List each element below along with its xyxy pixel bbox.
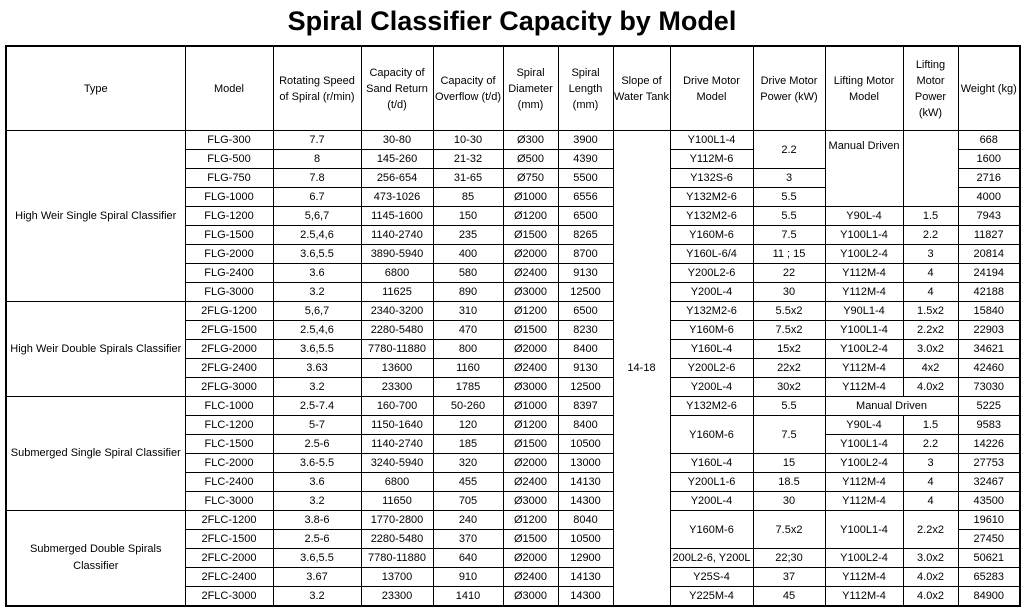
header-overflow: Capacity of Overflow (t/d) [433,46,503,131]
cell-weight: 32467 [958,473,1020,492]
cell-length: 14130 [558,473,613,492]
cell-overflow: 21-32 [433,150,503,169]
cell-sand: 2280-5480 [361,530,433,549]
cell-lift-power: 2.2 [903,226,958,245]
cell-model: FLC-1200 [185,416,273,435]
cell-overflow: 50-260 [433,397,503,416]
cell-model: 2FLC-1200 [185,511,273,530]
cell-length: 8700 [558,245,613,264]
cell-lift-power: 4 [903,283,958,302]
cell-weight: 27450 [958,530,1020,549]
cell-lift-model: Y112M-4 [825,283,903,302]
cell-model: FLC-1500 [185,435,273,454]
cell-speed: 8 [273,150,361,169]
cell-overflow: 1160 [433,359,503,378]
cell-length: 8040 [558,511,613,530]
cell-lift-power: 2.2x2 [903,511,958,549]
header-model: Model [185,46,273,131]
cell-drive-model: Y132M2-6 [670,302,753,321]
cell-drive-model: Y160L-4 [670,340,753,359]
cell-diameter: Ø1500 [503,321,558,340]
cell-sand: 3240-5940 [361,454,433,473]
cell-length: 4390 [558,150,613,169]
cell-speed: 3.67 [273,568,361,587]
cell-overflow: 705 [433,492,503,511]
cell-sand: 1770-2800 [361,511,433,530]
group-type-cell: Submerged Single Spiral Classifier [6,397,185,511]
cell-speed: 3.2 [273,492,361,511]
cell-overflow: 150 [433,207,503,226]
cell-lift-power: 4.0x2 [903,587,958,607]
cell-drive-power: 37 [753,568,825,587]
cell-length: 10500 [558,530,613,549]
cell-diameter: Ø1200 [503,302,558,321]
header-length: Spiral Length (mm) [558,46,613,131]
cell-speed: 3.2 [273,378,361,397]
cell-model: FLG-2000 [185,245,273,264]
cell-speed: 6.7 [273,188,361,207]
header-diameter: Spiral Diameter (mm) [503,46,558,131]
cell-speed: 2.5-6 [273,435,361,454]
cell-overflow: 240 [433,511,503,530]
cell-sand: 7780-11880 [361,340,433,359]
cell-diameter: Ø3000 [503,587,558,607]
cell-diameter: Ø2400 [503,264,558,283]
cell-speed: 5,6,7 [273,207,361,226]
cell-lift-power: 4 [903,264,958,283]
cell-drive-power: 2.2 [753,131,825,169]
cell-overflow: 1785 [433,378,503,397]
cell-length: 8397 [558,397,613,416]
cell-diameter: Ø1200 [503,511,558,530]
cell-length: 14130 [558,568,613,587]
cell-weight: 1600 [958,150,1020,169]
cell-weight: 43500 [958,492,1020,511]
header-sand: Capacity of Sand Return (t/d) [361,46,433,131]
cell-drive-power: 7.5x2 [753,511,825,549]
cell-weight: 7943 [958,207,1020,226]
cell-weight: 19610 [958,511,1020,530]
cell-sand: 11650 [361,492,433,511]
cell-diameter: Ø3000 [503,378,558,397]
cell-weight: 14226 [958,435,1020,454]
cell-drive-power: 5.5x2 [753,302,825,321]
cell-weight: 73030 [958,378,1020,397]
cell-length: 5500 [558,169,613,188]
cell-sand: 256-654 [361,169,433,188]
cell-lift-power: 4 [903,492,958,511]
cell-weight: 4000 [958,188,1020,207]
cell-model: FLG-1200 [185,207,273,226]
cell-length: 8230 [558,321,613,340]
cell-model: FLG-2400 [185,264,273,283]
cell-diameter: Ø2400 [503,473,558,492]
cell-drive-model: Y200L-4 [670,283,753,302]
cell-speed: 3.6-5.5 [273,454,361,473]
cell-sand: 6800 [361,473,433,492]
cell-sand: 473-1026 [361,188,433,207]
cell-speed: 5-7 [273,416,361,435]
cell-sand: 23300 [361,587,433,607]
cell-length: 12500 [558,283,613,302]
cell-speed: 3.2 [273,283,361,302]
cell-weight: 20814 [958,245,1020,264]
cell-drive-model: Y160M-6 [670,226,753,245]
cell-weight: 11827 [958,226,1020,245]
cell-sand: 11625 [361,283,433,302]
header-drive-power: Drive Motor Power (kW) [753,46,825,131]
cell-lift-power [903,131,958,207]
cell-lift-model: Y112M-4 [825,568,903,587]
cell-model: FLC-2400 [185,473,273,492]
cell-drive-model: Y200L2-6 [670,264,753,283]
cell-model: FLG-500 [185,150,273,169]
cell-length: 8265 [558,226,613,245]
cell-sand: 160-700 [361,397,433,416]
cell-model: 2FLG-2000 [185,340,273,359]
cell-diameter: Ø2400 [503,359,558,378]
cell-speed: 2.5-7.4 [273,397,361,416]
group-type-cell: Submerged Double Spirals Classifier [6,511,185,607]
cell-model: 2FLG-3000 [185,378,273,397]
group-type-cell: High Weir Single Spiral Classifier [6,131,185,302]
cell-lift-power: 1.5x2 [903,302,958,321]
cell-drive-model: Y160L-4 [670,454,753,473]
cell-weight: 84900 [958,587,1020,607]
cell-lift-model: Y112M-4 [825,359,903,378]
cell-weight: 42188 [958,283,1020,302]
cell-drive-model: Y160L-6/4 [670,245,753,264]
cell-drive-power: 22x2 [753,359,825,378]
cell-weight: 9583 [958,416,1020,435]
cell-lift-model: Y112M-4 [825,492,903,511]
cell-lift-model: Y100L1-4 [825,511,903,549]
cell-drive-model: Y132M2-6 [670,188,753,207]
cell-drive-power: 30x2 [753,378,825,397]
cell-drive-power: 45 [753,587,825,607]
cell-weight: 668 [958,131,1020,150]
cell-lift-model: Y100L2-4 [825,340,903,359]
cell-drive-model: Y200L-4 [670,378,753,397]
cell-speed: 3.6,5.5 [273,245,361,264]
cell-lift-model: Y100L1-4 [825,226,903,245]
table-row [6,511,1020,530]
cell-model: FLG-1000 [185,188,273,207]
cell-length: 6500 [558,207,613,226]
cell-length: 3900 [558,131,613,150]
cell-lift-model: Y112M-4 [825,378,903,397]
cell-speed: 3.63 [273,359,361,378]
cell-diameter: Ø1500 [503,226,558,245]
cell-sand: 1150-1640 [361,416,433,435]
cell-drive-model: Y200L2-6 [670,359,753,378]
cell-speed: 2.5-6 [273,530,361,549]
cell-lift-model: Y112M-4 [825,473,903,492]
cell-model: 2FLG-1500 [185,321,273,340]
cell-lift-model: Y90L-4 [825,416,903,435]
cell-overflow: 235 [433,226,503,245]
cell-overflow: 640 [433,549,503,568]
cell-speed: 7.7 [273,131,361,150]
cell-weight: 24194 [958,264,1020,283]
cell-lift-power: 2.2x2 [903,321,958,340]
table-row [6,131,1020,150]
cell-diameter: Ø1200 [503,416,558,435]
cell-diameter: Ø2400 [503,568,558,587]
cell-lift-power: 4.0x2 [903,378,958,397]
cell-drive-model: Y160M-6 [670,416,753,454]
cell-lift-model: Manual Driven [825,397,958,416]
cell-speed: 3.8-6 [273,511,361,530]
header-speed: Rotating Speed of Spiral (r/min) [273,46,361,131]
cell-speed: 3.6 [273,473,361,492]
cell-sand: 6800 [361,264,433,283]
cell-overflow: 400 [433,245,503,264]
table-body [6,131,1020,607]
cell-diameter: Ø1500 [503,530,558,549]
cell-lift-model: Y100L1-4 [825,435,903,454]
cell-overflow: 455 [433,473,503,492]
cell-speed: 7.8 [273,169,361,188]
cell-lift-model: Y112M-4 [825,587,903,607]
cell-drive-power: 5.5 [753,188,825,207]
cell-overflow: 890 [433,283,503,302]
cell-sand: 1145-1600 [361,207,433,226]
cell-model: 2FLC-2400 [185,568,273,587]
cell-drive-model: 200L2-6, Y200L [670,549,753,568]
cell-model: 2FLG-2400 [185,359,273,378]
cell-speed: 3.6,5.5 [273,549,361,568]
cell-model: 2FLC-2000 [185,549,273,568]
cell-sand: 13700 [361,568,433,587]
cell-drive-model: Y160M-6 [670,511,753,549]
cell-length: 13000 [558,454,613,473]
cell-drive-model: Y200L1-6 [670,473,753,492]
cell-model: FLG-3000 [185,283,273,302]
cell-overflow: 320 [433,454,503,473]
cell-lift-power: 1.5 [903,207,958,226]
cell-lift-power: 4.0x2 [903,568,958,587]
header-drive-model: Drive Motor Model [670,46,753,131]
cell-sand: 23300 [361,378,433,397]
cell-speed: 2.5,4,6 [273,321,361,340]
cell-speed: 2.5,4,6 [273,226,361,245]
table-row [6,397,1020,416]
cell-diameter: Ø2000 [503,549,558,568]
cell-weight: 65283 [958,568,1020,587]
cell-drive-model: Y160M-6 [670,321,753,340]
cell-lift-power: 3 [903,245,958,264]
cell-model: 2FLC-3000 [185,587,273,607]
cell-length: 10500 [558,435,613,454]
cell-length: 6556 [558,188,613,207]
header-weight: Weight (kg) [958,46,1020,131]
cell-diameter: Ø1500 [503,435,558,454]
cell-diameter: Ø750 [503,169,558,188]
cell-lift-model: Y100L2-4 [825,245,903,264]
cell-length: 14300 [558,587,613,607]
cell-diameter: Ø3000 [503,283,558,302]
cell-overflow: 185 [433,435,503,454]
cell-speed: 3.6 [273,264,361,283]
cell-lift-power: 3 [903,454,958,473]
cell-speed: 3.2 [273,587,361,607]
cell-drive-power: 18.5 [753,473,825,492]
header-lift-model: Lifting Motor Model [825,46,903,131]
cell-diameter: Ø2000 [503,340,558,359]
cell-drive-power: 22 [753,264,825,283]
cell-overflow: 310 [433,302,503,321]
cell-drive-power: 30 [753,492,825,511]
cell-sand: 30-80 [361,131,433,150]
table-row [6,302,1020,321]
cell-length: 12900 [558,549,613,568]
cell-speed: 3.6,5.5 [273,340,361,359]
cell-weight: 34621 [958,340,1020,359]
cell-diameter: Ø2000 [503,245,558,264]
cell-diameter: Ø1000 [503,397,558,416]
cell-lift-power: 3.0x2 [903,340,958,359]
cell-lift-power: 4 [903,473,958,492]
cell-overflow: 85 [433,188,503,207]
cell-drive-model: Y100L1-4 [670,131,753,150]
cell-model: FLC-3000 [185,492,273,511]
cell-model: 2FLC-1500 [185,530,273,549]
spec-table [5,45,1021,607]
cell-model: FLC-2000 [185,454,273,473]
cell-length: 6500 [558,302,613,321]
cell-drive-model: Y112M-6 [670,150,753,169]
cell-diameter: Ø1200 [503,207,558,226]
cell-length: 12500 [558,378,613,397]
cell-sand: 2280-5480 [361,321,433,340]
cell-drive-model: Y132M2-6 [670,207,753,226]
cell-lift-model: Manual Driven [825,131,903,207]
cell-overflow: 120 [433,416,503,435]
cell-lift-power: 4x2 [903,359,958,378]
cell-length: 8400 [558,416,613,435]
cell-weight: 42460 [958,359,1020,378]
cell-lift-power: 1.5 [903,416,958,435]
cell-sand: 145-260 [361,150,433,169]
cell-model: FLG-750 [185,169,273,188]
cell-model: FLG-300 [185,131,273,150]
cell-drive-power: 7.5 [753,226,825,245]
cell-diameter: Ø500 [503,150,558,169]
cell-weight: 15840 [958,302,1020,321]
cell-drive-power: 30 [753,283,825,302]
cell-weight: 22903 [958,321,1020,340]
cell-model: FLC-1000 [185,397,273,416]
cell-lift-model: Y100L2-4 [825,454,903,473]
cell-overflow: 370 [433,530,503,549]
cell-drive-power: 3 [753,169,825,188]
cell-lift-model: Y90L-4 [825,207,903,226]
group-type-cell: High Weir Double Spirals Classifier [6,302,185,397]
cell-lift-power: 3.0x2 [903,549,958,568]
cell-sand: 3890-5940 [361,245,433,264]
cell-sand: 1140-2740 [361,226,433,245]
cell-drive-power: 15 [753,454,825,473]
header-slope: Slope of Water Tank [613,46,670,131]
cell-drive-model: Y200L-4 [670,492,753,511]
cell-weight: 50621 [958,549,1020,568]
cell-drive-power: 7.5x2 [753,321,825,340]
cell-overflow: 800 [433,340,503,359]
cell-diameter: Ø300 [503,131,558,150]
page-title: Spiral Classifier Capacity by Model [287,6,737,36]
cell-drive-model: Y132M2-6 [670,397,753,416]
cell-drive-power: 5.5 [753,207,825,226]
cell-diameter: Ø2000 [503,454,558,473]
cell-overflow: 580 [433,264,503,283]
cell-drive-power: 11 ; 15 [753,245,825,264]
cell-weight: 5225 [958,397,1020,416]
cell-weight: 2716 [958,169,1020,188]
cell-lift-power: 2.2 [903,435,958,454]
cell-speed: 5,6,7 [273,302,361,321]
cell-lift-model: Y90L1-4 [825,302,903,321]
cell-length: 8400 [558,340,613,359]
cell-overflow: 10-30 [433,131,503,150]
cell-diameter: Ø3000 [503,492,558,511]
cell-drive-power: 7.5 [753,416,825,454]
cell-drive-power: 15x2 [753,340,825,359]
cell-overflow: 910 [433,568,503,587]
cell-lift-model: Y100L2-4 [825,549,903,568]
cell-drive-model: Y25S-4 [670,568,753,587]
cell-length: 9130 [558,359,613,378]
cell-drive-model: Y225M-4 [670,587,753,607]
slope-cell: 14-18 [613,131,670,607]
cell-drive-power: 5.5 [753,397,825,416]
cell-length: 14300 [558,492,613,511]
cell-drive-model: Y132S-6 [670,169,753,188]
cell-sand: 1140-2740 [361,435,433,454]
cell-length: 9130 [558,264,613,283]
cell-drive-power: 22;30 [753,549,825,568]
cell-diameter: Ø1000 [503,188,558,207]
cell-sand: 2340-3200 [361,302,433,321]
cell-overflow: 470 [433,321,503,340]
cell-overflow: 31-65 [433,169,503,188]
cell-sand: 7780-11880 [361,549,433,568]
cell-weight: 27753 [958,454,1020,473]
cell-lift-model: Y100L1-4 [825,321,903,340]
cell-model: 2FLG-1200 [185,302,273,321]
cell-overflow: 1410 [433,587,503,607]
cell-lift-model: Y112M-4 [825,264,903,283]
cell-model: FLG-1500 [185,226,273,245]
cell-sand: 13600 [361,359,433,378]
header-type: Type [6,46,185,131]
header-lift-power: Lifting Motor Power (kW) [903,46,958,131]
